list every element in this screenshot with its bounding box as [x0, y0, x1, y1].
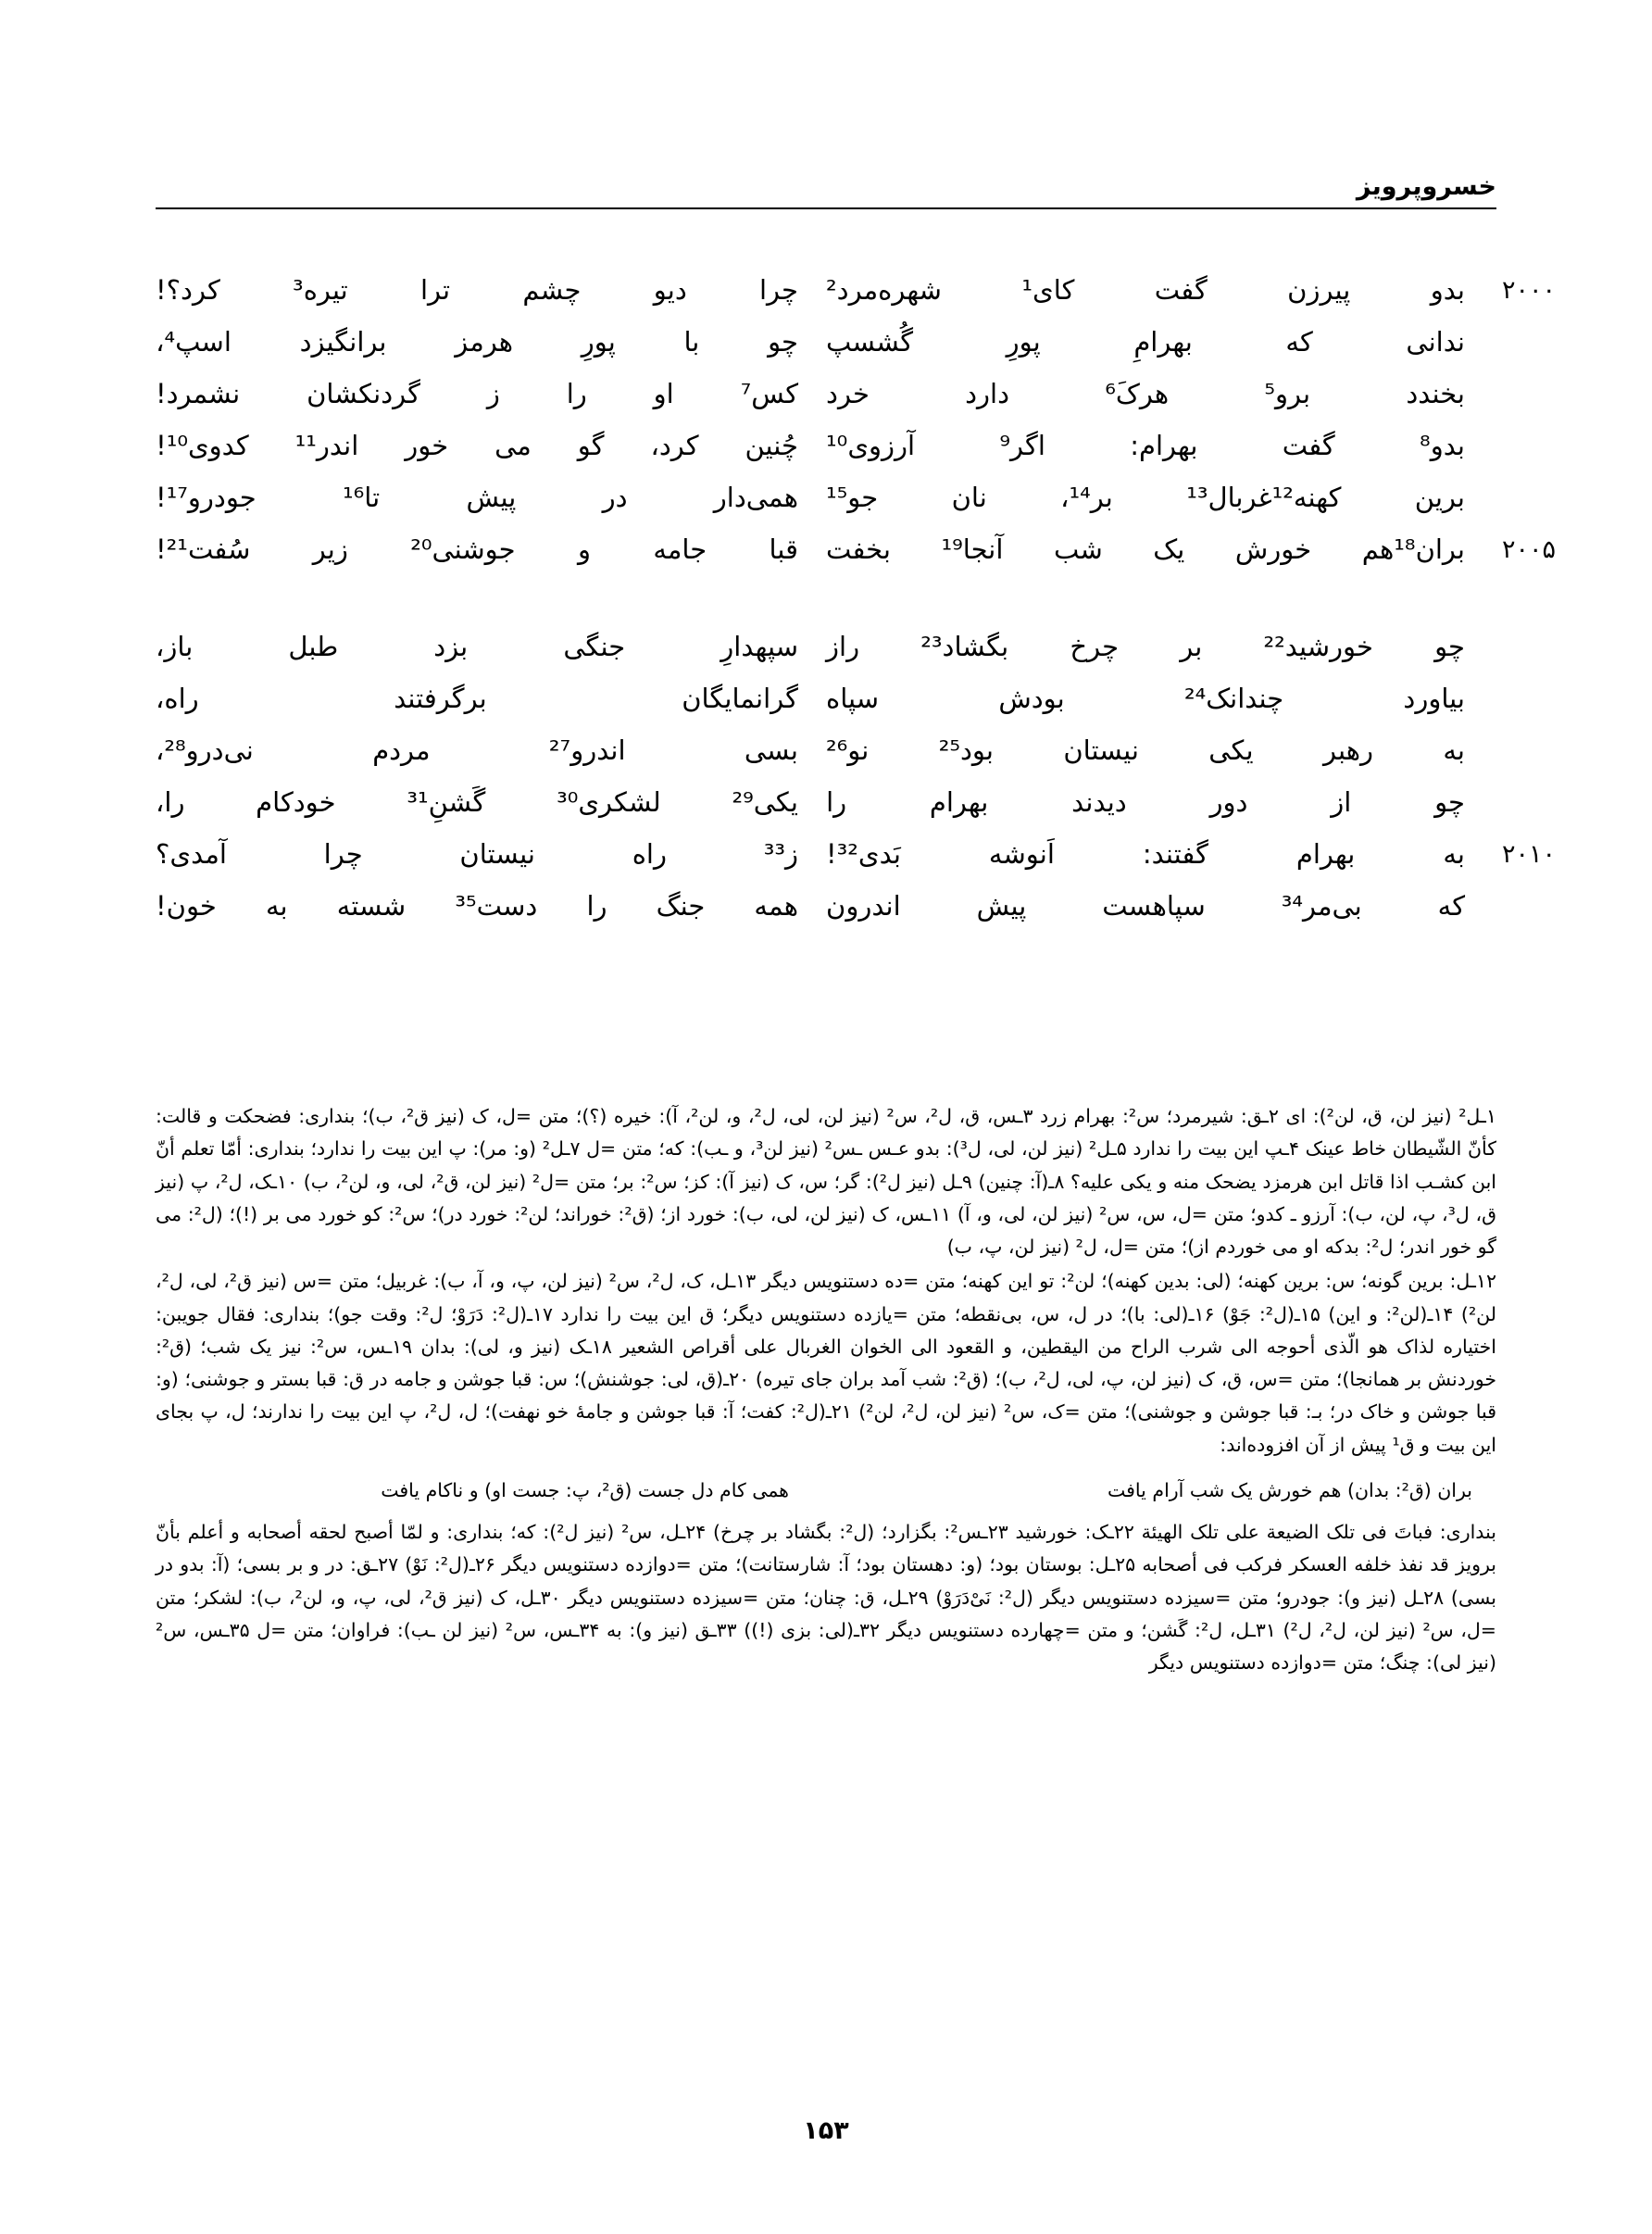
verse-word: جوشنی²⁰: [410, 533, 516, 565]
running-head-area: [156, 174, 1496, 209]
verse-word: بگشاد²³: [920, 630, 1009, 662]
bayt: [156, 476, 1496, 520]
verse-word: کدوی¹⁰!: [156, 429, 249, 461]
verse-word: خرد: [826, 377, 870, 409]
verse-word: قبا: [769, 533, 798, 565]
bayt: [156, 781, 1496, 824]
hemistich-text: [156, 885, 798, 928]
verse-word: جودرو¹⁷!: [156, 481, 257, 513]
verse-word: اسپ⁴،: [156, 325, 232, 358]
verse-word: گرانمایگان: [682, 682, 798, 714]
verse-area: [156, 269, 1557, 982]
verse-word: نان: [951, 481, 987, 513]
hemistich-first: [826, 677, 1496, 721]
verse-word: با: [683, 325, 700, 358]
verse-word: گفتند:: [1142, 837, 1208, 870]
hemistich-first: [826, 476, 1496, 520]
verse-word: چرا: [323, 837, 363, 870]
verse-word: بودش: [998, 682, 1065, 714]
hemistich-text: [156, 424, 798, 468]
hemistich-second: [156, 625, 826, 669]
verse-word: و: [577, 533, 591, 565]
verse-word: خورشید²²: [1263, 630, 1373, 662]
verse-word: بهرام: [929, 785, 989, 818]
verse-word: لشکری³⁰: [557, 785, 661, 818]
verse-word: جنگی: [563, 630, 626, 662]
verse-word: سپهدارِ: [720, 630, 798, 662]
verse-word: یکی²⁹: [732, 785, 798, 818]
bayt: [156, 885, 1496, 928]
verse-word: گفت: [1154, 274, 1208, 306]
bayt: [156, 677, 1496, 721]
hemistich-first: [826, 729, 1496, 772]
hemistich-second: [156, 528, 826, 571]
verse-number: ۲۰۱۰: [1502, 839, 1557, 869]
hemistich-second: [156, 677, 826, 721]
verse-word: چُنین: [745, 429, 798, 461]
verse-word: شهره‌مرد²: [826, 274, 942, 306]
verse-word: نیستان: [459, 837, 535, 870]
verse-word: نو²⁶: [826, 734, 870, 766]
verse-word: پیرزن: [1287, 274, 1351, 306]
verse-word: به: [266, 889, 288, 922]
hemistich-text: [826, 528, 1465, 571]
verse-word: شسته: [336, 889, 407, 922]
hemistich-first: [826, 320, 1496, 364]
hemistich-text: [826, 781, 1465, 824]
verse-word: برین: [1414, 481, 1465, 513]
hemistich-text: [826, 729, 1465, 772]
bayt: [156, 528, 1557, 571]
verse-word: همی‌دار: [713, 481, 798, 513]
verse-word: بهرام:: [1130, 429, 1198, 461]
verse-word: چو: [1434, 785, 1465, 818]
verse-word: چشم: [522, 274, 582, 306]
hemistich-second: [156, 372, 826, 416]
verse-word: باز،: [156, 630, 194, 662]
apparatus-paragraph: ۱ـل² (نیز لن، ق، لن²): ای ۲ـق: شیرمرد؛ س²: بهرام زرد ۳ـس، ق، ل²، س² (نیز لن، لی، ل²، و، لن²، آ): خیره (؟)؛ متن =ل، ک (نیز ق²، ب)؛ بنداری: فضحکت و قالت: کأنّ الشّیطان خاط عینک ۴ـپ این بیت را ندارد ۵ـل² (نیز لن، لی، ل³): بدو عـس ـس² (نیز لن³، و ـب): که؛ متن =ل ۷ـل² (و: مر): پ این بیت را ندارد؛ بنداری: أمّا تعلم أنّ ابن کشـب اذا قاتل ابن هرمزد یضحک منه و یکی علیه؟ ۸ـ(آ: چنین) ۹ـل (نیز ل²): گر؛ س، ک (نیز آ): کز؛ س²: بر؛ متن =ل² (نیز لن، ق²، لی، و، لن²، ب) ۱۰ـک، ل²، پ (نیز ق، ل³، پ، لن، ب): آرزو ـ کدو؛ متن =ل، س، س² (نیز لن، لی، و، آ) ۱۱ـس، ک (نیز لن، لی، ب): خورد از؛ (ق²: خوراند؛ لن²: خورد در)؛ س²: کو خورد می بر (!)؛ (ل²: می گو خور اندر؛ ل²: بدکه او می خوردم از)؛ متن =ل، ل² (نیز لن، پ، ب): [156, 1105, 1497, 1258]
verse-number: ۲۰۰۵: [1502, 534, 1557, 564]
verse-word: بود²⁵: [938, 734, 994, 766]
verse-word: همه: [754, 889, 798, 922]
hemistich-second: [156, 833, 826, 876]
verse-word: بدو: [1430, 274, 1465, 306]
verse-word: برانگیزد: [299, 325, 387, 358]
verse-word: آنجا¹⁹: [941, 533, 1004, 565]
verse-word: از: [1331, 785, 1352, 818]
bayt: [156, 320, 1496, 364]
verse-word: هرکَ⁶: [1105, 377, 1170, 409]
verse-word: سپاه: [826, 682, 880, 714]
hemistich-text: [156, 677, 798, 721]
verse-word: آرزوی¹⁰: [826, 429, 916, 461]
hemistich-first: [826, 528, 1557, 571]
verse-word: برو⁵: [1264, 377, 1311, 409]
verse-word: گُشسپ: [826, 325, 914, 358]
hemistich-second: [156, 320, 826, 364]
inserted-bayt: [156, 1475, 1496, 1507]
verse-word: اندرون: [826, 889, 901, 922]
verse-word: جامه: [653, 533, 707, 565]
verse-word: بران¹⁸هم: [1361, 533, 1465, 565]
hemistich-text: [156, 372, 798, 416]
verse-word: او: [653, 377, 674, 409]
verse-word: خور: [405, 429, 449, 461]
verse-word: را: [566, 377, 587, 409]
hemistich-text: [826, 625, 1465, 669]
verse-word: آمدی؟: [156, 837, 227, 870]
hemistich-first: [826, 885, 1496, 928]
verse-word: در: [602, 481, 628, 513]
verse-word: بهرام: [1295, 837, 1356, 870]
verse-word: به: [1443, 837, 1465, 870]
inserted-hemistich-second: همی کام دل جست (ق²، پ: جست او) و ناکام یافت: [381, 1478, 789, 1501]
verse-word: کرد،: [650, 429, 699, 461]
hemistich-second: [156, 885, 826, 928]
hemistich-second: [156, 424, 826, 468]
verse-word: کای¹: [1021, 274, 1075, 306]
hemistich-text: [156, 781, 798, 824]
verse-word: پورِ: [1006, 325, 1041, 358]
verse-word: تا¹⁶: [343, 481, 381, 513]
verse-word: پورِ: [581, 325, 616, 358]
verse-word: سُفت²¹!: [156, 533, 251, 565]
verse-word: تیره³: [293, 274, 348, 306]
hemistich-text: [826, 677, 1465, 721]
verse-word: دیدند: [1071, 785, 1127, 818]
hemistich-first: [826, 625, 1496, 669]
verse-word: ز³³: [763, 837, 798, 870]
hemistich-first: [826, 781, 1496, 824]
hemistich-text: [826, 320, 1465, 364]
verse-word: گَشنِ³¹: [407, 785, 486, 818]
verse-word: بَدی³²!: [826, 837, 901, 870]
verse-word: بسی: [744, 734, 798, 766]
hemistich-first: [826, 424, 1496, 468]
verse-word: دور: [1209, 785, 1248, 818]
verse-word: رهبر: [1322, 734, 1373, 766]
verse-word: گو: [577, 429, 605, 461]
verse-word: بهرامِ: [1133, 325, 1193, 358]
verse-word: جو¹⁵: [826, 481, 879, 513]
verse-word: بزد: [433, 630, 469, 662]
hemistich-first: [826, 269, 1557, 312]
verse-word: را: [586, 889, 607, 922]
verse-word: اَنوشه: [988, 837, 1055, 870]
hemistich-second: [156, 476, 826, 520]
verse-word: کهنه¹²غربال¹³: [1186, 481, 1342, 513]
verse-word: هرمز: [455, 325, 514, 358]
hemistich-first: [826, 833, 1557, 876]
stanza-1: [156, 269, 1557, 571]
verse-word: دست³⁵: [455, 889, 538, 922]
verse-word: خودکام: [256, 785, 336, 818]
hemistich-text: [826, 424, 1465, 468]
verse-word: شب: [1053, 533, 1103, 565]
verse-word: بیاورد: [1403, 682, 1465, 714]
verse-word: یکی: [1208, 734, 1254, 766]
verse-word: پیش: [466, 481, 517, 513]
running-head-rule: [156, 207, 1496, 209]
verse-word: چندانک²⁴: [1183, 682, 1284, 714]
verse-word: نیستان: [1063, 734, 1139, 766]
verse-word: دارد: [965, 377, 1009, 409]
verse-word: مردم: [372, 734, 431, 766]
verse-number: ۲۰۰۰: [1502, 276, 1557, 305]
verse-word: راه،: [156, 682, 199, 714]
apparatus-paragraph: بنداری: فباتَ فی تلک الضیعة علی تلک الهیئة ۲۲ـک: خورشید ۲۳ـس²: بگزارد؛ (ل²: بگشاد بر چرخ) ۲۴ـل، س² (نیز ل²): که؛ بنداری: و لمّا أصبح لحقه أصحابه و أعلم بأنّ برویز قد نفذ خلفه العسکر فرکب فی أصحابه ۲۵ـل: بوستان بود؛ (و: دهستان بود؛ آ: شارستانت)؛ متن =دوازده دستنویس دیگر ۲۶ـ(ل²: نَوْ) ۲۷ـق: در و بر بسی؛ (آ: بدو در بسی) ۲۸ـل (نیز و): جودرو؛ متن =سیزده دستنویس دیگر (ل²: نَیْ‌دَرَوْ) ۲۹ـل، ق: چنان؛ متن =سیزده دستنویس دیگر ۳۰ـل، ک (نیز ق²، لی، پ، و، لن²، ب): لشکر؛ متن =ل، س² (نیز لن، ل²، ل²) ۳۱ـل، ل²: گَشن؛ و متن =چهارده دستنویس دیگر ۳۲ـ(لی: بزی (!)) ۳۳ـق (نیز و): به ۳۴ـس، س² (نیز لن ـب): فراوان؛ متن =ل ۳۵ـس، س² (نیز لی): چنگ؛ متن =دوازده دستنویس دیگر: [156, 1521, 1496, 1674]
critical-apparatus: [156, 1100, 1496, 1679]
hemistich-text: [156, 269, 798, 312]
verse-word: اگر⁹: [999, 429, 1045, 461]
apparatus-paragraph: ۱۲ـل: برین گونه؛ س: برین کهنه؛ (لی: بدین کهنه)؛ لن²: تو این کهنه؛ متن =ده دستنویس دیگر ۱۳ـل، ک، ل²، س² (نیز لن، پ، و، آ، ب): غربیل؛ متن =س (نیز ق²، لی، ل²، لن²) ۱۴ـ(لن²: و این) ۱۵ـ(ل²: جَوْ) ۱۶ـ(لی: با)؛ در ل، س، بی‌نقطه؛ متن =یازده دستنویس دیگر؛ ق این بیت را ندارد ۱۷ـ(ل²: دَرَوْ؛ ل²: وقت جو)؛ بنداری: فقال جویبن: اختیاره لذاک هو الّذی أحوجه الی شرب الراح من الیقطین، و القعود الی الخوان الغربال علی أقراص الشعیر ۱۸ـک (نیز و، لی): بدان ۱۹ـس، س²: نیز یک شب؛ (ق²: خوردنش بر همانجا)؛ متن =س، ق، ک (نیز لن، پ، لی، ل²، ب)؛ (ق²: شب آمد بران جای تیره) ۲۰ـ(ق، لی: جوشنش)؛ س: قبا جوشن و جامه در ق: قبا بستر و جوشنی؛ (و: قبا جوشن و خاک در؛ بـ: قبا جوشن و جوشنی)؛ متن =ک، س² (نیز لن، ل²، لن²) ۲۱ـ(ل²: کفت؛ آ: قبا جوشن و جامهٔ خو نهفت)؛ ل، ل²، پ این بیت را ندارند؛ ل، پ بجای این بیت و ق¹ پیش از آن افزوده‌اند:: [156, 1270, 1497, 1456]
inserted-hemistich-first: بران (ق²: بدان) هم خورش یک شب آرام یافت: [1107, 1478, 1472, 1501]
verse-word: بدو⁸: [1420, 429, 1465, 461]
verse-word: که: [1437, 889, 1465, 922]
verse-word: را: [826, 785, 847, 818]
bayt: [156, 625, 1496, 669]
hemistich-second: [156, 729, 826, 772]
verse-word: اندر¹¹: [294, 429, 359, 461]
hemistich-text: [156, 625, 798, 669]
verse-word: سپاهست: [1102, 889, 1206, 922]
verse-word: چرا: [759, 274, 798, 306]
verse-word: نی‌درو²⁸،: [156, 734, 254, 766]
verse-word: کرد؟!: [156, 274, 220, 306]
verse-word: ز: [486, 377, 500, 409]
verse-word: ترا: [419, 274, 451, 306]
verse-word: طبل: [288, 630, 339, 662]
verse-word: چو: [768, 325, 798, 358]
verse-word: زیر: [312, 533, 348, 565]
verse-word: برگرفتند: [394, 682, 487, 714]
verse-word: گردنکشان: [307, 377, 420, 409]
verse-word: خون!: [156, 889, 217, 922]
hemistich-text: [156, 528, 798, 571]
verse-word: بخفت: [826, 533, 891, 565]
stanza-2: [156, 625, 1557, 928]
hemistich-text: [156, 320, 798, 364]
verse-word: یک: [1153, 533, 1185, 565]
verse-word: بر¹⁴،: [1060, 481, 1113, 513]
hemistich-second: [156, 781, 826, 824]
verse-word: نشمرد!: [156, 377, 241, 409]
hemistich-text: [826, 833, 1465, 876]
verse-word: می: [494, 429, 532, 461]
bayt: [156, 729, 1496, 772]
bayt: [156, 833, 1557, 876]
bayt: [156, 372, 1496, 416]
verse-word: جنگ: [656, 889, 706, 922]
verse-word: راز: [826, 630, 860, 662]
hemistich-text: [156, 729, 798, 772]
verse-word: چو: [1434, 630, 1465, 662]
running-head-title: خسروپرویز: [1356, 172, 1496, 201]
verse-word: راه: [632, 837, 667, 870]
hemistich-text: [826, 269, 1465, 312]
hemistich-first: [826, 372, 1496, 416]
page-number: ۱۵۳: [803, 2116, 849, 2145]
verse-word: بی‌مر³⁴: [1281, 889, 1362, 922]
hemistich-text: [156, 476, 798, 520]
verse-word: گفت: [1282, 429, 1335, 461]
verse-word: به: [1443, 734, 1465, 766]
verse-word: چرخ: [1070, 630, 1120, 662]
verse-word: که: [1285, 325, 1313, 358]
verse-word: را،: [156, 785, 185, 818]
hemistich-text: [826, 885, 1465, 928]
hemistich-text: [826, 372, 1465, 416]
verse-word: بر: [1180, 630, 1203, 662]
verse-word: ندانی: [1406, 325, 1465, 358]
verse-word: بخندد: [1406, 377, 1465, 409]
bayt: [156, 269, 1557, 312]
verse-word: اندرو²⁷: [548, 734, 626, 766]
hemistich-text: [826, 476, 1465, 520]
verse-word: پیش: [976, 889, 1027, 922]
verse-word: خورش: [1234, 533, 1312, 565]
verse-word: کس⁷: [740, 377, 798, 409]
hemistich-second: [156, 269, 826, 312]
bayt: [156, 424, 1496, 468]
hemistich-text: [156, 833, 798, 876]
verse-word: دیو: [653, 274, 687, 306]
